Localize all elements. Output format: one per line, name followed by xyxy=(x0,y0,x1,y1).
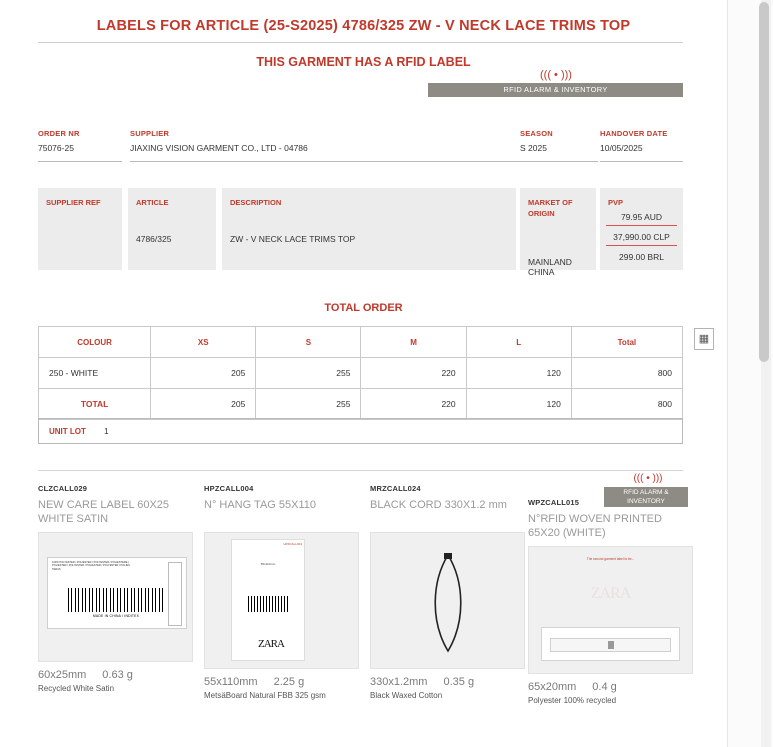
section-divider xyxy=(38,470,683,471)
card-code: WPZCALL015 xyxy=(528,498,580,507)
article-value: 4786/325 xyxy=(136,234,172,244)
cord-icon xyxy=(426,551,470,655)
col-s: S xyxy=(256,327,361,358)
row-l: 120 xyxy=(466,358,571,389)
order-nr-value: 75076-25 xyxy=(38,143,74,153)
barcode-caption: MADE IN CHINA / INDITEX xyxy=(92,614,140,618)
card-code: MRZCALL024 xyxy=(370,484,421,493)
unit-lot-row xyxy=(38,418,683,444)
card-title: BLACK CORD 330X1.2 mm xyxy=(370,499,507,511)
table-row xyxy=(39,358,683,389)
market-origin-value: MAINLAND CHINA xyxy=(528,257,572,277)
pvp-panel xyxy=(600,188,683,270)
pvp-price-clp: 37,990.00 CLP xyxy=(606,226,677,246)
total-label: TOTAL xyxy=(39,389,151,420)
card-rfid-woven[interactable] xyxy=(528,498,693,705)
pvp-label: PVP xyxy=(608,198,624,207)
card-image xyxy=(204,532,359,669)
card-size: 330x1.2mm xyxy=(370,676,428,688)
card-image xyxy=(38,532,193,662)
season-value: S 2025 xyxy=(520,143,547,153)
card-material: Black Waxed Cotton xyxy=(370,691,443,700)
hang-tag-corner-note: HPZCALL004 xyxy=(283,542,302,546)
season-cell xyxy=(520,128,598,162)
brand-logo: ZARA xyxy=(590,585,631,602)
col-m: M xyxy=(361,327,466,358)
card-image xyxy=(370,532,525,669)
total-m: 220 xyxy=(361,389,466,420)
page-title: LABELS FOR ARTICLE (25-S2025) 4786/325 ZW - V NECK LACE TRIMS TOP xyxy=(96,18,631,34)
supplier-label: SUPPLIER xyxy=(130,129,170,138)
col-l: L xyxy=(466,327,571,358)
article-panel xyxy=(128,188,216,270)
card-code: CLZCALL029 xyxy=(38,484,88,493)
care-label-sidebox xyxy=(168,562,182,626)
card-material: MetsäBoard Natural FBB 325 gsm xyxy=(204,691,326,700)
card-size: 55x110mm xyxy=(204,676,258,688)
supplier-ref-panel xyxy=(38,188,122,270)
order-nr-label: ORDER NR xyxy=(38,129,80,138)
supplier-ref-label: SUPPLIER REF xyxy=(46,198,101,207)
card-size: 60x25mm xyxy=(38,669,87,681)
card-weight: 2.25 g xyxy=(273,676,305,688)
total-order-table xyxy=(38,326,683,420)
care-label-art xyxy=(47,557,187,629)
rfid-waves-icon: ((( • ))) xyxy=(540,69,572,81)
rfid-alarm-badge-card: RFID ALARM & INVENTORY xyxy=(604,487,688,507)
card-code: HPZCALL004 xyxy=(204,484,254,493)
market-origin-label: MARKET OF ORIGIN xyxy=(528,198,573,218)
col-total: Total xyxy=(571,327,682,358)
card-dimensions-row xyxy=(204,676,359,688)
row-xs: 205 xyxy=(151,358,256,389)
label-cards xyxy=(38,484,728,724)
rfid-alarm-badge: RFID ALARM & INVENTORY xyxy=(428,83,683,97)
card-size: 65x20mm xyxy=(528,681,577,693)
title-divider xyxy=(38,42,683,43)
calculator-icon[interactable]: ▦ xyxy=(694,328,714,350)
card-title: N° HANG TAG 55X110 xyxy=(204,499,316,511)
row-total: 800 xyxy=(571,358,682,389)
order-info-row xyxy=(38,128,683,162)
scrollbar-thumb[interactable] xyxy=(759,2,769,362)
card-material: Recycled White Satin xyxy=(38,684,115,693)
scrollbar-track[interactable] xyxy=(761,0,771,747)
care-label-text: 100% POLYESTER / POLIESTER / POLYESTER / POLIESTERE / POLIESTER / POLYESTER / POLIESTER / POLYESTER / POLIESTERAS xyxy=(52,561,130,571)
rfid-waves-icon-card: ((( • ))) xyxy=(633,473,663,484)
rfid-notice: THIS GARMENT HAS A RFID LABEL xyxy=(256,55,471,69)
handover-date-label: HANDOVER DATE xyxy=(600,129,668,138)
description-panel xyxy=(222,188,516,270)
unit-lot-value: 1 xyxy=(104,427,109,436)
brand-logo: ZARA xyxy=(258,638,284,650)
handover-date-cell xyxy=(600,128,683,162)
card-dimensions-row xyxy=(38,669,193,681)
table-header-row xyxy=(39,327,683,358)
card-title: NEW CARE LABEL 60X25 WHITE SATIN xyxy=(38,499,170,525)
card-hang-tag[interactable] xyxy=(204,484,359,700)
rfid-chip-art xyxy=(541,627,680,661)
col-xs: XS xyxy=(151,327,256,358)
rfid-chip-dot xyxy=(608,641,614,649)
order-nr-cell xyxy=(38,128,122,162)
card-title: N°RFID WOVEN PRINTED 65X20 (WHITE) xyxy=(528,513,662,539)
row-colour: 250 - WHITE xyxy=(39,358,151,389)
card-dimensions-row xyxy=(528,681,693,693)
rfid-top-note: The second garment label to be... xyxy=(586,557,635,561)
card-material: Polyester 100% recycled xyxy=(528,696,617,705)
barcode-icon xyxy=(248,596,290,612)
unit-lot-label: UNIT LOT xyxy=(49,427,86,436)
total-s: 255 xyxy=(256,389,361,420)
handover-date-value: 10/05/2025 xyxy=(600,143,643,153)
total-order-heading: TOTAL ORDER xyxy=(324,302,403,314)
hang-tag-lines: 55x110mm xyxy=(260,562,276,566)
article-label: ARTICLE xyxy=(136,198,169,207)
barcode-icon xyxy=(68,588,164,612)
total-l: 120 xyxy=(466,389,571,420)
card-dimensions-row xyxy=(370,676,525,688)
row-s: 255 xyxy=(256,358,361,389)
total-xs: 205 xyxy=(151,389,256,420)
card-weight: 0.4 g xyxy=(592,681,617,693)
table-total-row xyxy=(39,389,683,420)
row-m: 220 xyxy=(361,358,466,389)
total-total: 800 xyxy=(571,389,682,420)
description-value: ZW - V NECK LACE TRIMS TOP xyxy=(230,234,356,244)
supplier-ref-value xyxy=(38,208,122,234)
col-colour: COLOUR xyxy=(39,327,151,358)
hang-tag-art xyxy=(231,539,305,661)
article-panel-band xyxy=(38,188,683,277)
pvp-price-aud: 79.95 AUD xyxy=(606,206,677,226)
card-weight: 0.63 g xyxy=(102,669,133,681)
card-image xyxy=(528,546,693,674)
pvp-price-brl: 299.00 BRL xyxy=(619,252,664,262)
supplier-cell xyxy=(130,128,520,162)
card-black-cord[interactable] xyxy=(370,484,525,700)
market-origin-panel xyxy=(520,188,596,277)
supplier-value: JIAXING VISION GARMENT CO., LTD - 04786 xyxy=(130,143,308,153)
card-care-label[interactable] xyxy=(38,484,193,693)
card-weight: 0.35 g xyxy=(443,676,475,688)
season-label: SEASON xyxy=(520,129,553,138)
description-label: DESCRIPTION xyxy=(230,198,282,207)
